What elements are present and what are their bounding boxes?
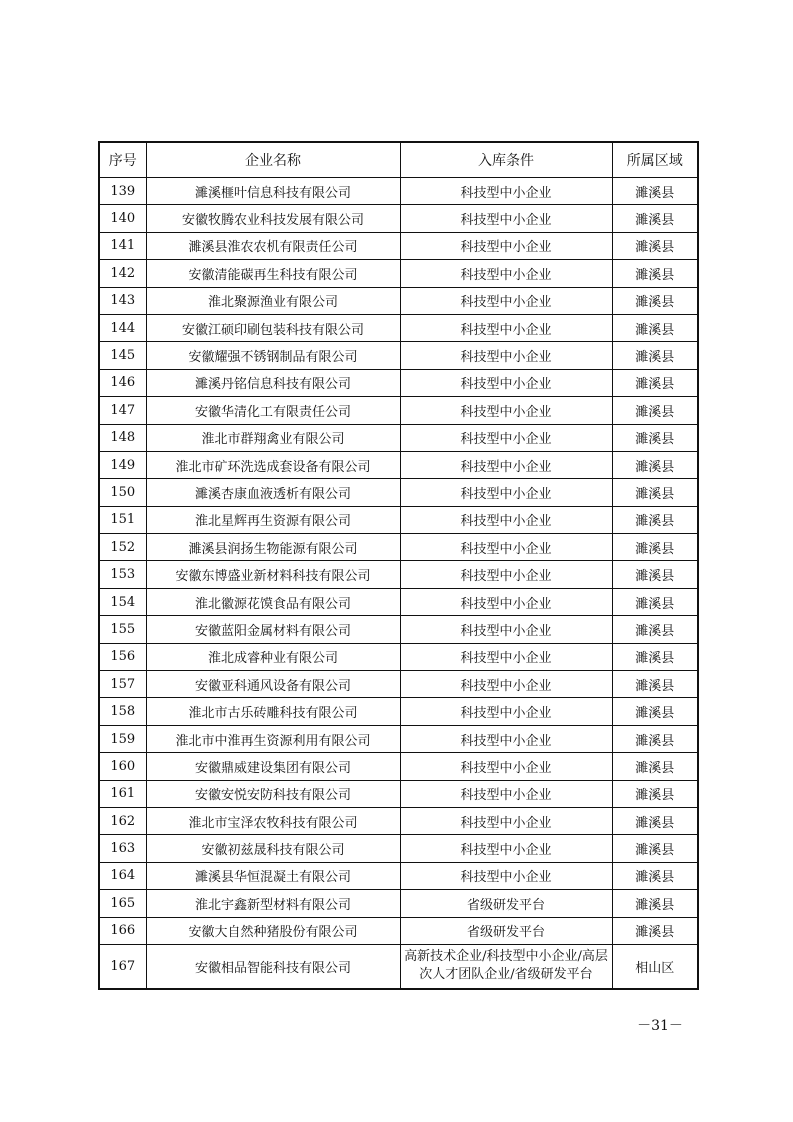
cell-no: 143 xyxy=(99,287,146,314)
cell-area: 濉溪县 xyxy=(612,862,698,889)
header-area: 所属区域 xyxy=(612,142,698,178)
cell-no: 164 xyxy=(99,862,146,889)
cell-no: 141 xyxy=(99,232,146,259)
table-row xyxy=(99,807,698,834)
table-row xyxy=(99,314,698,341)
cell-no: 167 xyxy=(99,944,146,989)
cell-no: 150 xyxy=(99,479,146,506)
cell-no: 162 xyxy=(99,807,146,834)
table-row xyxy=(99,671,698,698)
cell-condition: 科技型中小企业 xyxy=(400,178,612,205)
table-row xyxy=(99,424,698,451)
cell-no: 155 xyxy=(99,616,146,643)
cell-area: 濉溪县 xyxy=(612,178,698,205)
cell-area: 濉溪县 xyxy=(612,314,698,341)
header-no: 序号 xyxy=(99,142,146,178)
table-row xyxy=(99,534,698,561)
cell-no: 161 xyxy=(99,780,146,807)
cell-name: 淮北市群翔禽业有限公司 xyxy=(146,424,400,451)
table-row xyxy=(99,287,698,314)
cell-area: 濉溪县 xyxy=(612,534,698,561)
cell-name: 安徽东博盛业新材料科技有限公司 xyxy=(146,561,400,588)
cell-name: 安徽亚科通风设备有限公司 xyxy=(146,671,400,698)
cell-no: 160 xyxy=(99,753,146,780)
cell-name: 濉溪县润扬生物能源有限公司 xyxy=(146,534,400,561)
cell-name: 淮北聚源渔业有限公司 xyxy=(146,287,400,314)
table-row xyxy=(99,479,698,506)
cell-condition: 科技型中小企业 xyxy=(400,506,612,533)
cell-condition: 科技型中小企业 xyxy=(400,232,612,259)
table-row xyxy=(99,698,698,725)
cell-area: 濉溪县 xyxy=(612,479,698,506)
cell-area: 濉溪县 xyxy=(612,616,698,643)
cell-name: 淮北市古乐砖雕科技有限公司 xyxy=(146,698,400,725)
cell-condition: 科技型中小企业 xyxy=(400,862,612,889)
cell-condition: 科技型中小企业 xyxy=(400,780,612,807)
cell-area: 濉溪县 xyxy=(612,698,698,725)
table-row xyxy=(99,753,698,780)
cell-condition: 省级研发平台 xyxy=(400,890,612,917)
table-header-row xyxy=(99,142,698,178)
cell-condition: 科技型中小企业 xyxy=(400,807,612,834)
cell-no: 152 xyxy=(99,534,146,561)
cell-name: 安徽蓝阳金属材料有限公司 xyxy=(146,616,400,643)
table-row xyxy=(99,616,698,643)
cell-condition: 科技型中小企业 xyxy=(400,698,612,725)
cell-name: 安徽相品智能科技有限公司 xyxy=(146,944,400,989)
table-row xyxy=(99,178,698,205)
cell-area: 濉溪县 xyxy=(612,807,698,834)
cell-no: 147 xyxy=(99,397,146,424)
cell-condition: 科技型中小企业 xyxy=(400,451,612,478)
table-row xyxy=(99,369,698,396)
table-row xyxy=(99,643,698,670)
table-row xyxy=(99,588,698,615)
cell-name: 淮北徽源花馍食品有限公司 xyxy=(146,588,400,615)
cell-condition: 科技型中小企业 xyxy=(400,588,612,615)
cell-condition: 科技型中小企业 xyxy=(400,561,612,588)
cell-area: 濉溪县 xyxy=(612,287,698,314)
cell-area: 濉溪县 xyxy=(612,835,698,862)
cell-name: 濉溪丹铭信息科技有限公司 xyxy=(146,369,400,396)
table-row xyxy=(99,725,698,752)
table-row xyxy=(99,342,698,369)
cell-condition: 高新技术企业/科技型中小企业/高层次人才团队企业/省级研发平台 xyxy=(400,944,612,989)
cell-condition: 科技型中小企业 xyxy=(400,479,612,506)
cell-area: 濉溪县 xyxy=(612,205,698,232)
cell-no: 158 xyxy=(99,698,146,725)
cell-name: 安徽江硕印刷包装科技有限公司 xyxy=(146,314,400,341)
cell-no: 156 xyxy=(99,643,146,670)
cell-name: 淮北市宝泽农牧科技有限公司 xyxy=(146,807,400,834)
cell-no: 166 xyxy=(99,917,146,944)
cell-no: 146 xyxy=(99,369,146,396)
cell-area: 濉溪县 xyxy=(612,369,698,396)
table-row xyxy=(99,780,698,807)
cell-name: 濉溪杏康血液透析有限公司 xyxy=(146,479,400,506)
table-row xyxy=(99,232,698,259)
cell-no: 140 xyxy=(99,205,146,232)
table-row xyxy=(99,862,698,889)
cell-name: 安徽大自然种猪股份有限公司 xyxy=(146,917,400,944)
cell-condition: 科技型中小企业 xyxy=(400,369,612,396)
table-row xyxy=(99,561,698,588)
cell-area: 相山区 xyxy=(612,944,698,989)
cell-area: 濉溪县 xyxy=(612,424,698,451)
cell-condition: 科技型中小企业 xyxy=(400,424,612,451)
table-row xyxy=(99,506,698,533)
cell-name: 淮北市矿环洗选成套设备有限公司 xyxy=(146,451,400,478)
cell-no: 148 xyxy=(99,424,146,451)
cell-name: 安徽清能碳再生科技有限公司 xyxy=(146,260,400,287)
cell-area: 濉溪县 xyxy=(612,643,698,670)
cell-area: 濉溪县 xyxy=(612,917,698,944)
cell-area: 濉溪县 xyxy=(612,753,698,780)
header-condition: 入库条件 xyxy=(400,142,612,178)
cell-area: 濉溪县 xyxy=(612,890,698,917)
cell-no: 165 xyxy=(99,890,146,917)
cell-area: 濉溪县 xyxy=(612,342,698,369)
cell-no: 157 xyxy=(99,671,146,698)
cell-area: 濉溪县 xyxy=(612,506,698,533)
table-row xyxy=(99,944,698,989)
enterprise-table xyxy=(98,141,699,990)
cell-area: 濉溪县 xyxy=(612,397,698,424)
cell-condition: 科技型中小企业 xyxy=(400,616,612,643)
cell-name: 濉溪县淮农农机有限责任公司 xyxy=(146,232,400,259)
table-row xyxy=(99,451,698,478)
cell-area: 濉溪县 xyxy=(612,260,698,287)
cell-area: 濉溪县 xyxy=(612,561,698,588)
cell-name: 淮北成睿种业有限公司 xyxy=(146,643,400,670)
cell-condition: 科技型中小企业 xyxy=(400,397,612,424)
table-body xyxy=(99,178,698,989)
cell-name: 安徽耀强不锈钢制品有限公司 xyxy=(146,342,400,369)
header-name: 企业名称 xyxy=(146,142,400,178)
table-row xyxy=(99,835,698,862)
table-row xyxy=(99,890,698,917)
cell-condition: 科技型中小企业 xyxy=(400,753,612,780)
cell-condition: 科技型中小企业 xyxy=(400,725,612,752)
cell-name: 安徽牧腾农业科技发展有限公司 xyxy=(146,205,400,232)
cell-condition: 省级研发平台 xyxy=(400,917,612,944)
cell-name: 淮北市中淮再生资源利用有限公司 xyxy=(146,725,400,752)
cell-no: 159 xyxy=(99,725,146,752)
cell-condition: 科技型中小企业 xyxy=(400,287,612,314)
cell-area: 濉溪县 xyxy=(612,671,698,698)
cell-no: 153 xyxy=(99,561,146,588)
cell-no: 151 xyxy=(99,506,146,533)
cell-name: 淮北宇鑫新型材料有限公司 xyxy=(146,890,400,917)
cell-area: 濉溪县 xyxy=(612,451,698,478)
cell-name: 淮北星辉再生资源有限公司 xyxy=(146,506,400,533)
cell-no: 149 xyxy=(99,451,146,478)
table-row xyxy=(99,260,698,287)
cell-name: 濉溪榧叶信息科技有限公司 xyxy=(146,178,400,205)
cell-name: 安徽华清化工有限责任公司 xyxy=(146,397,400,424)
cell-no: 145 xyxy=(99,342,146,369)
cell-condition: 科技型中小企业 xyxy=(400,534,612,561)
page-number: －31－ xyxy=(637,1018,683,1034)
cell-condition: 科技型中小企业 xyxy=(400,314,612,341)
cell-no: 144 xyxy=(99,314,146,341)
cell-name: 濉溪县华恒混凝土有限公司 xyxy=(146,862,400,889)
cell-condition: 科技型中小企业 xyxy=(400,205,612,232)
cell-area: 濉溪县 xyxy=(612,588,698,615)
cell-no: 163 xyxy=(99,835,146,862)
cell-area: 濉溪县 xyxy=(612,232,698,259)
cell-area: 濉溪县 xyxy=(612,725,698,752)
cell-name: 安徽鼎威建设集团有限公司 xyxy=(146,753,400,780)
cell-no: 154 xyxy=(99,588,146,615)
table-row xyxy=(99,205,698,232)
cell-condition: 科技型中小企业 xyxy=(400,643,612,670)
table-row xyxy=(99,917,698,944)
cell-condition: 科技型中小企业 xyxy=(400,342,612,369)
cell-condition: 科技型中小企业 xyxy=(400,671,612,698)
cell-condition: 科技型中小企业 xyxy=(400,260,612,287)
cell-name: 安徽安悦安防科技有限公司 xyxy=(146,780,400,807)
cell-no: 142 xyxy=(99,260,146,287)
cell-name: 安徽初兹晟科技有限公司 xyxy=(146,835,400,862)
cell-area: 濉溪县 xyxy=(612,780,698,807)
cell-no: 139 xyxy=(99,178,146,205)
cell-condition: 科技型中小企业 xyxy=(400,835,612,862)
table-row xyxy=(99,397,698,424)
